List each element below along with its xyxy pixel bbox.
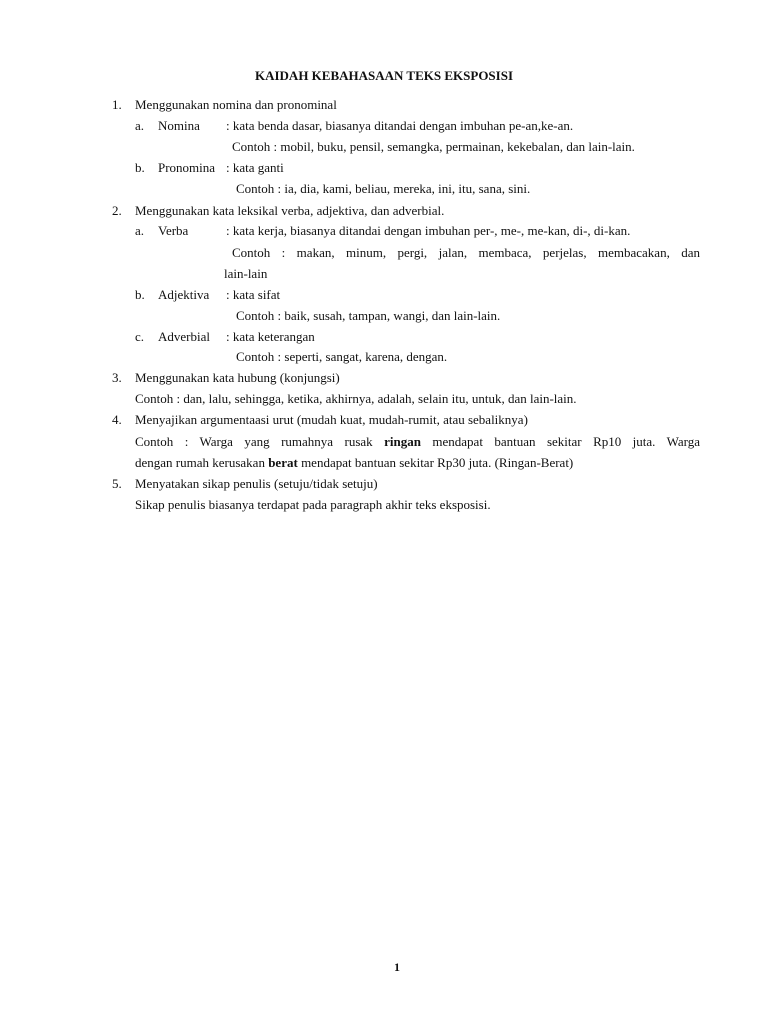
sub-example: Contoh : ia, dia, kami, beliau, mereka, ini, itu, sana, sini. — [236, 181, 531, 196]
list-item-text: Menggunakan kata hubung (konjungsi) — [135, 370, 340, 385]
sub-definition: : kata benda dasar, biasanya ditandai dengan imbuhan pe-an,ke-an. — [226, 118, 574, 133]
list-number: 4. — [112, 412, 122, 427]
list-item-body-line2 — [135, 455, 573, 471]
body-text: mendapat bantuan sekitar Rp30 juta. (Ringan-Berat) — [297, 455, 574, 470]
sub-definition: : kata sifat — [226, 287, 281, 302]
list-item-body: Sikap penulis biasanya terdapat pada paragraph akhir teks eksposisi. — [135, 497, 491, 512]
sub-example-continuation: lain-lain — [224, 266, 268, 281]
sub-term: Verba — [158, 223, 189, 238]
sub-letter: a. — [135, 223, 145, 238]
sub-term: Adverbial — [158, 329, 210, 344]
list-number: 1. — [112, 97, 122, 112]
sub-term: Adjektiva — [158, 287, 210, 302]
sub-letter: b. — [135, 160, 145, 175]
body-text: mendapat bantuan sekitar Rp10 juta. Warga — [420, 434, 700, 449]
list-item-body-line1 — [135, 434, 700, 450]
list-number: 2. — [112, 203, 122, 218]
list-item-text: Menyajikan argumentaasi urut (mudah kuat, mudah-rumit, atau sebaliknya) — [135, 412, 528, 427]
sub-example: Contoh : seperti, sangat, karena, dengan. — [236, 349, 448, 364]
page-number: 1 — [394, 960, 400, 974]
emphasis-berat: berat — [268, 455, 298, 470]
list-item-text: Menggunakan nomina dan pronominal — [135, 97, 337, 112]
sub-term: Nomina — [158, 118, 200, 133]
sub-example: Contoh : makan, minum, pergi, jalan, membaca, perjelas, membacakan, dan — [232, 245, 700, 260]
sub-definition: : kata kerja, biasanya ditandai dengan imbuhan per-, me-, me-kan, di-, di-kan. — [226, 223, 631, 238]
sub-letter: c. — [135, 329, 145, 344]
sub-definition: : kata keterangan — [226, 329, 315, 344]
list-number: 5. — [112, 476, 122, 491]
emphasis-ringan: ringan — [384, 434, 421, 449]
list-item-body: Contoh : dan, lalu, sehingga, ketika, akhirnya, adalah, selain itu, untuk, dan lain-lain. — [135, 391, 577, 406]
sub-example: Contoh : baik, susah, tampan, wangi, dan lain-lain. — [236, 308, 501, 323]
sub-letter: a. — [135, 118, 145, 133]
sub-letter: b. — [135, 287, 145, 302]
list-number: 3. — [112, 370, 122, 385]
sub-definition: : kata ganti — [226, 160, 284, 175]
document-title: KAIDAH KEBAHASAAN TEKS EKSPOSISI — [254, 68, 514, 83]
sub-example: Contoh : mobil, buku, pensil, semangka, permainan, kekebalan, dan lain-lain. — [232, 139, 635, 154]
body-text: Contoh : Warga yang rumahnya rusak — [135, 434, 385, 449]
sub-term: Pronomina — [158, 160, 216, 175]
list-item-text: Menggunakan kata leksikal verba, adjektiva, dan adverbial. — [135, 203, 445, 218]
body-text: dengan rumah kerusakan — [135, 455, 269, 470]
list-item-text: Menyatakan sikap penulis (setuju/tidak setuju) — [135, 476, 378, 491]
